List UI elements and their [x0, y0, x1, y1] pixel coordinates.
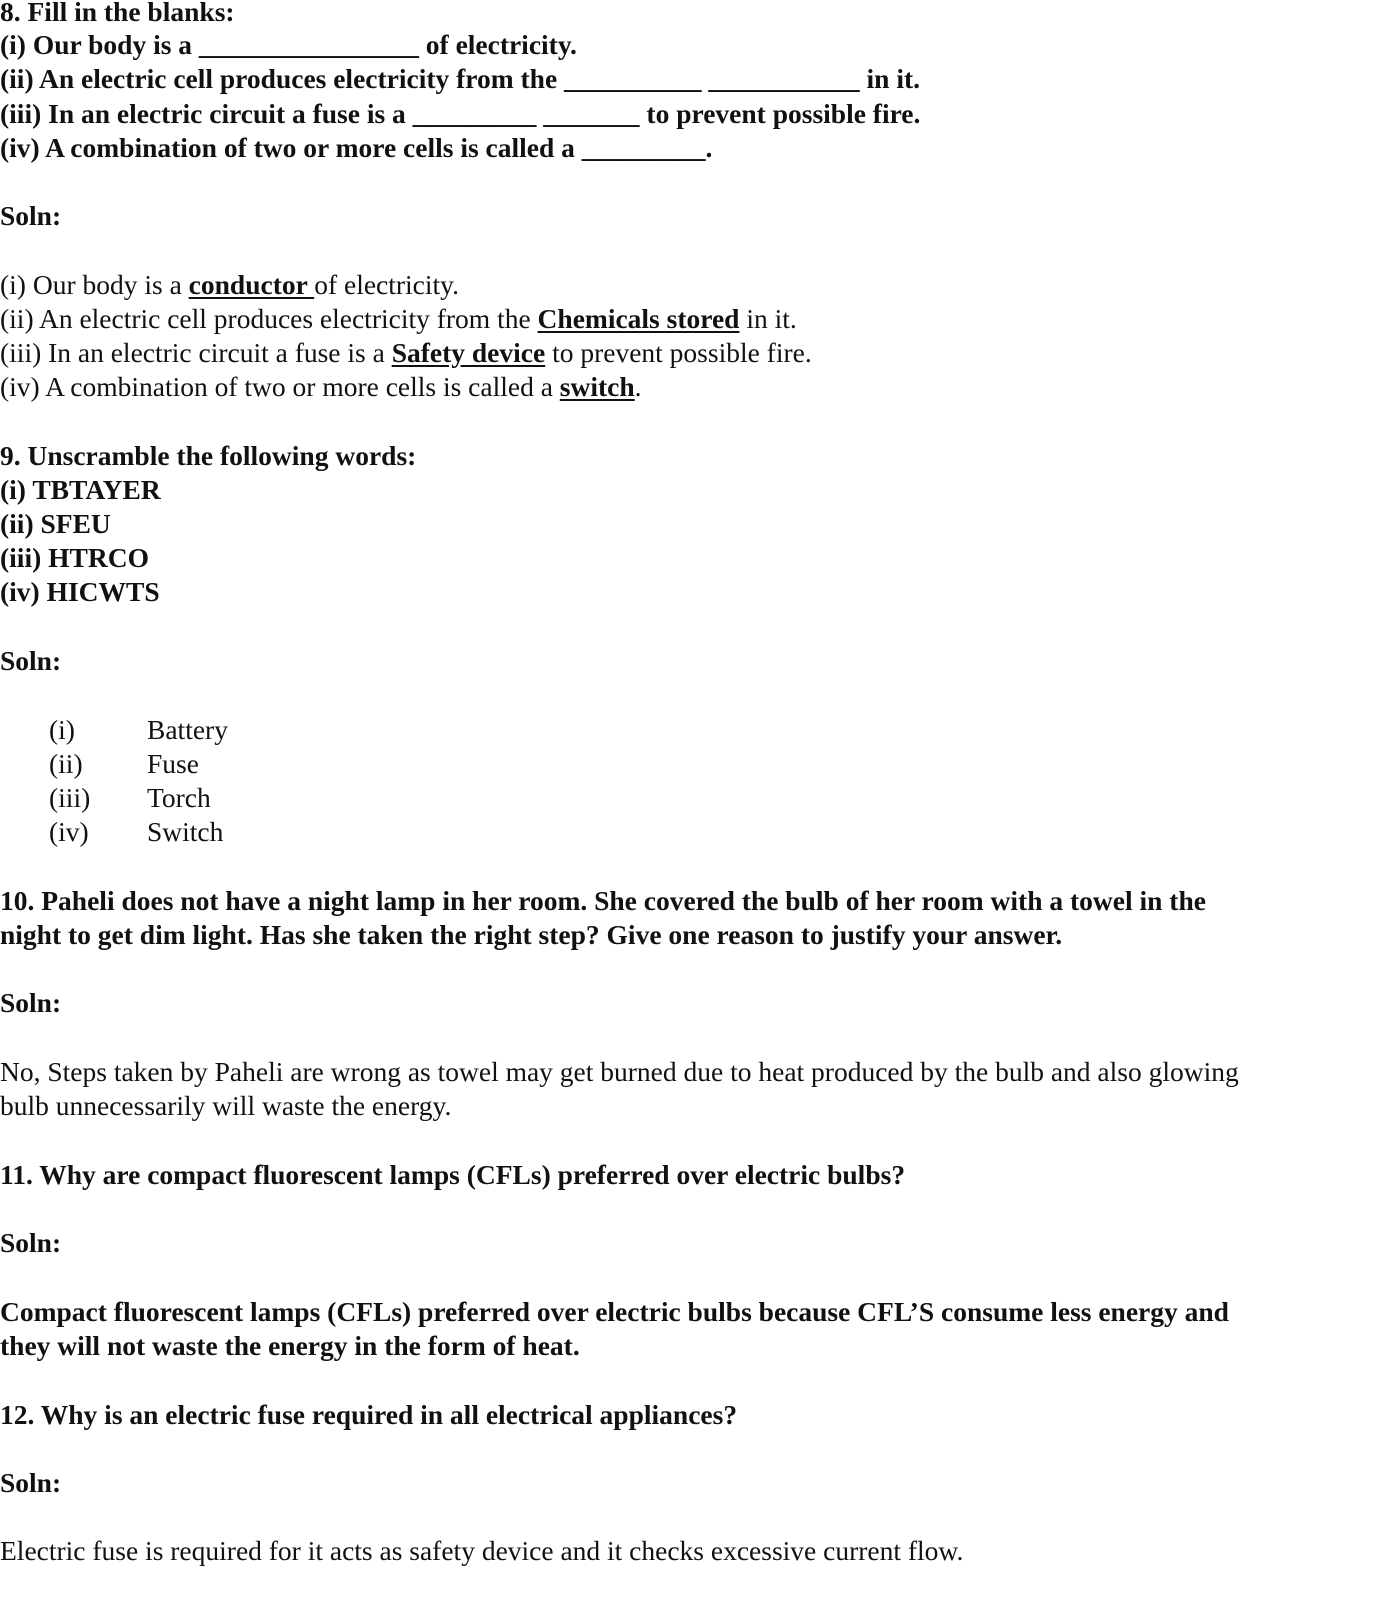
item-number: (iv): [49, 816, 89, 847]
soln-label: Soln:: [0, 200, 62, 231]
answer-line: [0, 268, 459, 302]
answer-line: [0, 370, 642, 404]
answer-text: in it.: [739, 303, 797, 334]
question-item: (iii) In an electric circuit a fuse is a _________ _______ to prevent possible fire.: [0, 98, 921, 129]
answer-line: [0, 336, 812, 370]
answer-line: Compact fluorescent lamps (CFLs) preferred over electric bulbs because CFL’S consume less energy and: [0, 1296, 1229, 1327]
answer-line: No, Steps taken by Paheli are wrong as towel may get burned due to heat produced by the bulb and also glowing: [0, 1056, 1239, 1087]
answer-text: (iii) In an electric circuit a fuse is a: [0, 337, 392, 368]
item-word: Switch: [147, 816, 224, 847]
answer-line: Electric fuse is required for it acts as safety device and it checks excessive current flow.: [0, 1535, 964, 1566]
item-word: Fuse: [147, 748, 199, 779]
answer-highlight: switch: [559, 371, 635, 402]
question-title: night to get dim light. Has she taken the right step? Give one reason to justify your answer.: [0, 919, 1063, 950]
question-item: (ii) SFEU: [0, 508, 111, 539]
item-word: Battery: [147, 714, 228, 745]
question-title: 12. Why is an electric fuse required in all electrical appliances?: [0, 1399, 738, 1430]
question-item: (ii) An electric cell produces electricity from the __________ ___________ in it.: [0, 63, 921, 94]
question-title: 11. Why are compact fluorescent lamps (CFLs) preferred over electric bulbs?: [0, 1159, 906, 1190]
question-title: 9. Unscramble the following words:: [0, 440, 417, 471]
answer-text: (ii) An electric cell produces electricity from the: [0, 303, 538, 334]
answer-text: of electricity.: [314, 269, 460, 300]
answer-text: (iv) A combination of two or more cells is called a: [0, 371, 560, 402]
answer-list-item: [0, 747, 400, 781]
answer-line: bulb unnecessarily will waste the energy.: [0, 1090, 452, 1121]
answer-list-item: [0, 815, 400, 849]
question-item: (iii) HTRCO: [0, 542, 149, 573]
answer-text: (i) Our body is a: [0, 269, 189, 300]
item-number: (iii): [49, 782, 91, 813]
soln-label: Soln:: [0, 1227, 62, 1258]
item-word: Torch: [147, 782, 211, 813]
answer-line: [0, 302, 797, 336]
question-title: 8. Fill in the blanks:: [0, 0, 235, 27]
answer-highlight: Chemicals stored: [537, 303, 740, 334]
question-item: (iv) HICWTS: [0, 576, 160, 607]
soln-label: Soln:: [0, 987, 62, 1018]
question-item: (i) TBTAYER: [0, 474, 161, 505]
soln-label: Soln:: [0, 645, 62, 676]
answer-highlight: Safety device: [391, 337, 546, 368]
answer-list-item: [0, 713, 400, 747]
item-number: (i): [49, 714, 75, 745]
question-item: (i) Our body is a ________________ of electricity.: [0, 29, 577, 60]
question-title: 10. Paheli does not have a night lamp in her room. She covered the bulb of her room with a towel in the: [0, 885, 1206, 916]
answer-list-item: [0, 781, 400, 815]
answer-text: .: [634, 371, 642, 402]
item-number: (ii): [49, 748, 83, 779]
soln-label: Soln:: [0, 1467, 62, 1498]
question-item: (iv) A combination of two or more cells is called a _________.: [0, 132, 713, 163]
answer-line: they will not waste the energy in the form of heat.: [0, 1330, 580, 1361]
answer-highlight: conductor: [188, 269, 315, 300]
answer-text: to prevent possible fire.: [545, 337, 812, 368]
